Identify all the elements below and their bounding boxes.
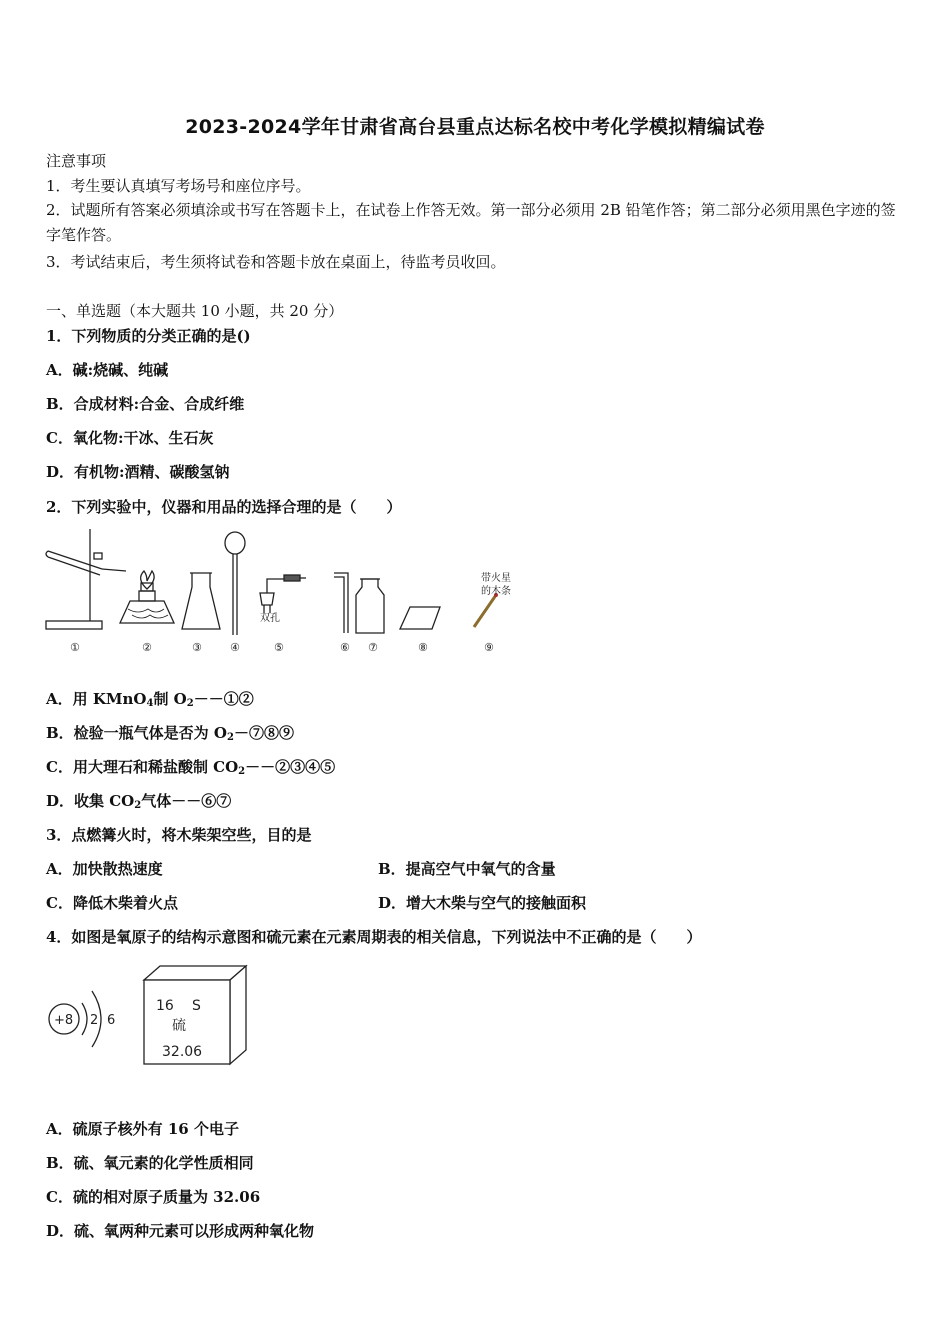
notice-item-3: 3．考试结束后，考生须将试卷和答题卡放在桌面上，待监考员收回。 <box>46 253 506 271</box>
apparatus-label-5: ⑤ <box>274 641 284 654</box>
page-title: 2023-2024学年甘肃省高台县重点达标名校中考化学模拟精编试卷 <box>185 116 765 138</box>
q1-option-b: B．合成材料:合金、合成纤维 <box>46 395 245 413</box>
q4-stem: 4．如图是氧原子的结构示意图和硫元素在元素周期表的相关信息，下列说法中不正确的是（ ） <box>46 928 702 946</box>
apparatus-label-1: ① <box>70 641 80 654</box>
apparatus-label-2: ② <box>142 641 152 654</box>
two-hole-label: 双孔 <box>260 613 280 624</box>
apparatus-label-4: ④ <box>230 641 240 654</box>
atomic-mass: 32.06 <box>162 1044 203 1060</box>
sulfur-periodic-table-cell <box>140 962 252 1068</box>
apparatus-label-7: ⑦ <box>368 641 378 654</box>
q1-option-d: D．有机物:酒精、碳酸氢钠 <box>46 463 230 481</box>
element-name: 硫 <box>172 1018 186 1034</box>
q2-apparatus-figure <box>40 525 540 660</box>
glowing-splint <box>474 593 498 627</box>
section-heading: 一、单选题（本大题共 10 小题，共 20 分） <box>46 302 344 320</box>
q1-option-a: A．碱:烧碱、纯碱 <box>46 361 169 379</box>
oxygen-atom-structure-diagram <box>44 975 126 1061</box>
conical-flask <box>182 573 220 629</box>
notice-item-1: 1．考生要认真填写考场号和座位序号。 <box>46 177 311 195</box>
q4-option-c: C．硫的相对原子质量为 32.06 <box>46 1188 261 1206</box>
q4-option-b: B．硫、氧元素的化学性质相同 <box>46 1154 254 1172</box>
notice-item-2: 2．试题所有答案必须填涂或书写在答题卡上，在试卷上作答无效。第一部分必须用 2B 铅笔作答；第二部分必须用黑色字迹的签字笔作答。 <box>46 201 896 244</box>
q2-option-a: A．用 KMnO$_4$制 $O_2--①②$ <box>46 690 254 709</box>
nucleus-charge: +8 <box>54 1013 74 1028</box>
q2-option-b: B．检验一瓶气体是否为 $O_2-⑦⑧⑨$ <box>46 724 294 743</box>
q2-option-d: D．收集 $CO_2$气体－－⑥⑦ <box>46 792 232 811</box>
q3-option-c: C．降低木柴着火点 <box>46 894 178 912</box>
q4-option-a: A．硫原子核外有 16 个电子 <box>46 1120 239 1138</box>
apparatus-label-3: ③ <box>192 641 202 654</box>
gas-collecting-bottle <box>356 579 384 633</box>
apparatus-label-8: ⑧ <box>418 641 428 654</box>
glass-plate <box>400 607 440 629</box>
apparatus-label-6: ⑥ <box>340 641 350 654</box>
iron-stand-with-test-tube <box>46 529 126 629</box>
splint-label-line2: 的木条 <box>481 586 511 597</box>
q4-option-d: D．硫、氧两种元素可以形成两种氧化物 <box>46 1222 315 1240</box>
notice-heading: 注意事项 <box>46 152 107 170</box>
q2-stem: 2．下列实验中，仪器和用品的选择合理的是（ ） <box>46 498 402 516</box>
splint-label-line1: 带火星 <box>481 573 511 584</box>
atomic-number: 16 <box>156 998 174 1014</box>
q3-stem: 3．点燃篝火时，将木柴架空些，目的是 <box>46 826 312 844</box>
long-neck-funnel <box>225 532 245 635</box>
q3-option-b: B．提高空气中氧气的含量 <box>378 860 556 878</box>
q1-stem: 1．下列物质的分类正确的是() <box>46 327 251 345</box>
q3-option-d: D．增大木柴与空气的接触面积 <box>378 894 587 912</box>
q3-option-a: A．加快散热速度 <box>46 860 163 878</box>
two-hole-stopper <box>260 575 306 613</box>
bent-glass-tube <box>334 573 348 633</box>
alcohol-lamp <box>120 571 174 623</box>
shell-2-electrons: 6 <box>107 1013 116 1028</box>
element-symbol: S <box>192 998 201 1014</box>
q2-option-c: C．用大理石和稀盐酸制 $CO_2--②③④⑤$ <box>46 758 336 777</box>
q1-option-c: C．氧化物:干冰、生石灰 <box>46 429 214 447</box>
shell-1-electrons: 2 <box>90 1013 99 1028</box>
apparatus-label-9: ⑨ <box>484 641 494 654</box>
